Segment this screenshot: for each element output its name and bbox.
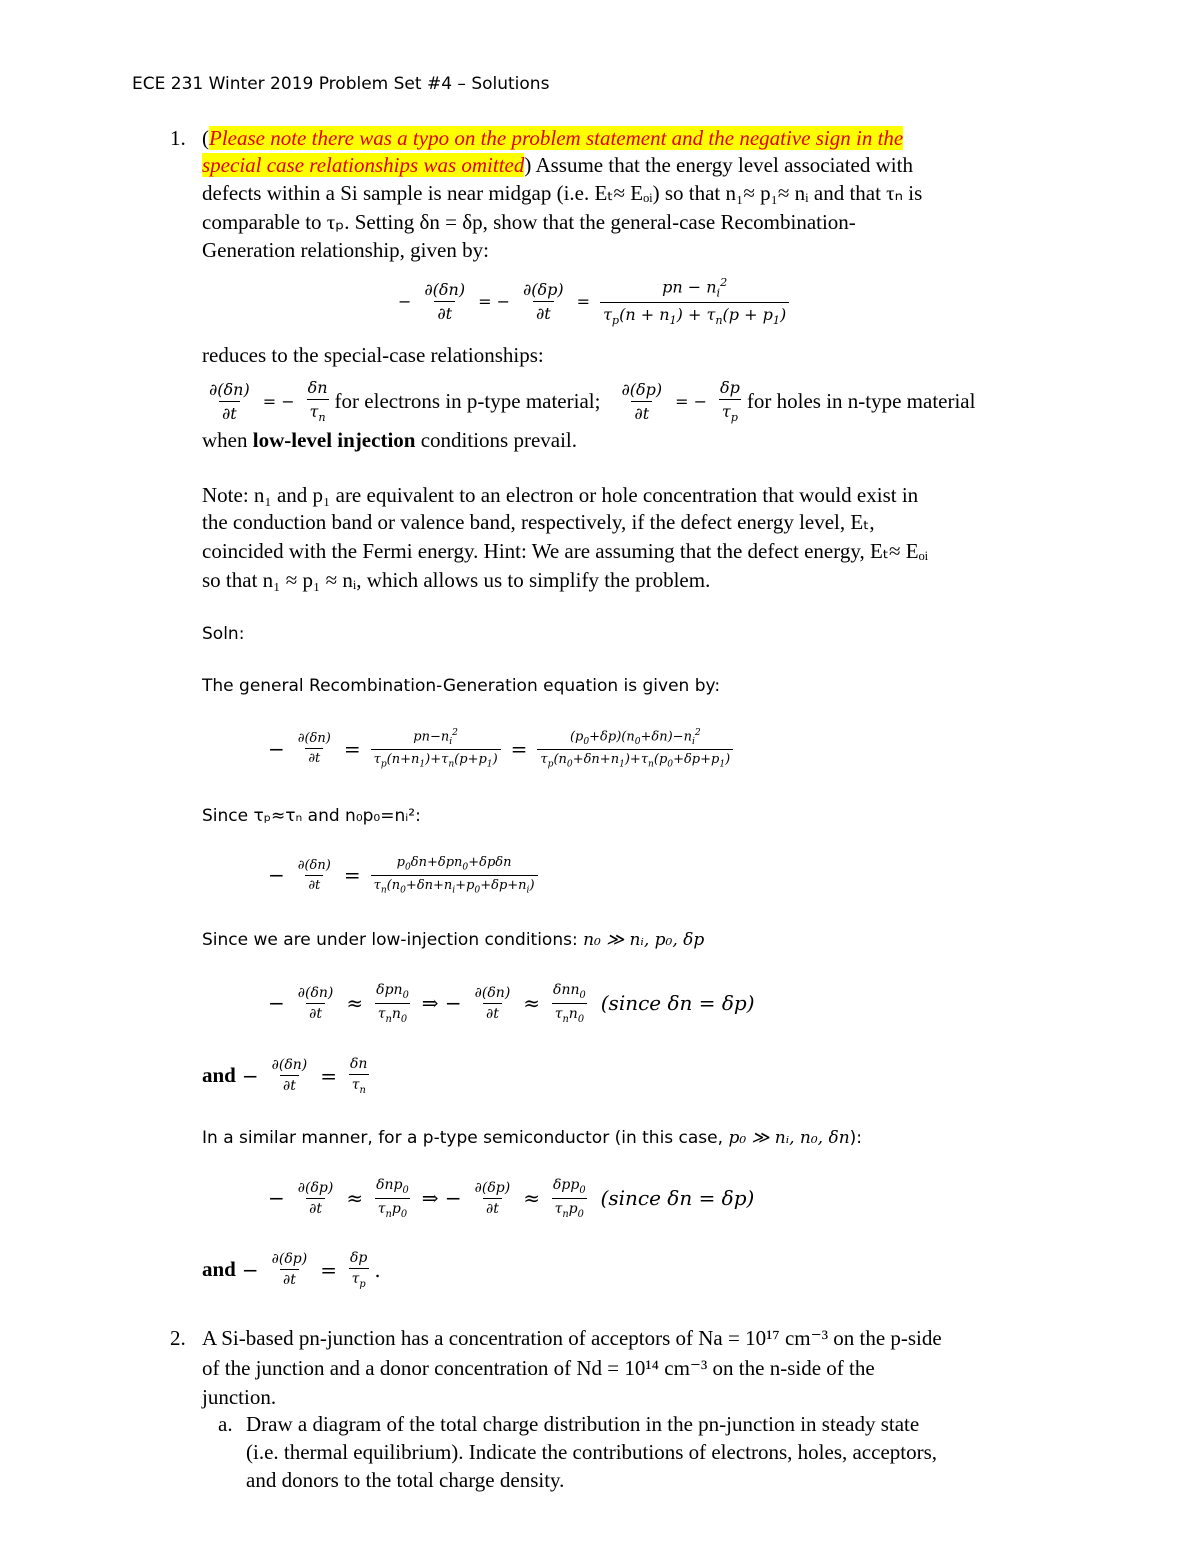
when-text: when xyxy=(202,428,253,452)
problem-2-line-3: junction. xyxy=(202,1385,277,1409)
and-label-1: and xyxy=(202,1063,236,1088)
since-eq-electrons: (since δn = δp) xyxy=(600,991,755,1016)
prevail-text: conditions prevail. xyxy=(415,428,578,452)
typo-note-2: special case relationships was omitted xyxy=(202,153,525,177)
note-line-3: coincided with the Fermi energy. Hint: We are assuming that the defect energy, Eₜ≈ Eₒᵢ xyxy=(202,539,929,563)
rg-expanded-equation: − $\frac{\partial(\delta n)}{\partial t}$ = $\frac{pn-n_i^2}{\tau_p(n+n_1)+\tau_n(p+p_1)}$ = $\frac{(p_0+\delta p)(n_0+\delta n)-n_i^2}{\tau_p(n_0+\delta n+n_1)+\tau_n(p_0+\delta p+p_1)}$ xyxy=(262,728,737,770)
part-a-label: a. xyxy=(218,1412,233,1436)
soln-label: Soln: xyxy=(202,624,245,644)
note-line-4: so that n₁ ≈ p₁ ≈ nᵢ, which allows us to simplify the problem. xyxy=(202,568,711,592)
low-level-text: low-level injection xyxy=(252,428,416,452)
for-electrons-text: for electrons in p-type material; xyxy=(334,388,601,413)
since-tau-text: Since τₚ≈τₙ and n₀p₀=nᵢ²: xyxy=(202,806,421,826)
part-a-line-2: (i.e. thermal equilibrium). Indicate the contributions of electrons, holes, acceptors, xyxy=(246,1440,938,1464)
problem-1-line-1 xyxy=(202,126,903,151)
problem-1-line-3: defects within a Si sample is near midgap (i.e. Eₜ≈ Eₒᵢ) so that n₁≈ p₁≈ nᵢ and that τₙ is xyxy=(202,181,923,205)
since-low-injection xyxy=(202,930,704,950)
hole-approx-equation: − $\frac{\partial(\delta p)}{\partial t}$ ≈ $\frac{\delta np_0}{\tau_np_0}$ ⇒ − $\frac{\partial(\delta p)}{\partial t}$ ≈ $\frac{\delta pp_0}{\tau_np_0}$ (since δn = δp) xyxy=(268,1177,755,1220)
page-header: ECE 231 Winter 2019 Problem Set #4 – Solutions xyxy=(132,74,550,94)
problem-1-number: 1. xyxy=(170,126,186,150)
and-label-2: and xyxy=(202,1257,236,1282)
problem-1-line-5: Generation relationship, given by: xyxy=(202,238,489,262)
electron-approx-equation: − $\frac{\partial(\delta n)}{\partial t}$ ≈ $\frac{\delta pn_0}{\tau_nn_0}$ ⇒ − $\frac{\partial(\delta n)}{\partial t}$ ≈ $\frac{\delta nn_0}{\tau_nn_0}$ (since δn = δp) xyxy=(268,982,755,1025)
general-eq-intro: The general Recombination-Generation equation is given by: xyxy=(202,676,721,696)
when-line xyxy=(202,428,577,453)
note-line-2: the conduction band or valence band, respectively, if the defect energy level, Eₜ, xyxy=(202,510,875,534)
simplified-equation: − $\frac{\partial(\delta n)}{\partial t}$ = $\frac{p_0\delta n+\delta pn_0+\delta p\delta n}{\tau_n(n_0+\delta n+n_i+p_0+\delta p+n_i)}$ xyxy=(262,855,542,895)
problem-2-number: 2. xyxy=(170,1326,186,1350)
part-a-line-1: Draw a diagram of the total charge distribution in the pn-junction in steady state xyxy=(246,1412,920,1436)
problem-2-line-1: A Si-based pn-junction has a concentration of acceptors of Na = 10¹⁷ cm⁻³ on the p-side xyxy=(202,1326,942,1350)
since-low-text: Since we are under low-injection conditions: xyxy=(202,930,584,950)
typo-note: Please note there was a typo on the problem statement and the negative sign in the xyxy=(209,126,904,150)
reduces-text: reduces to the special-case relationships: xyxy=(202,343,544,367)
since-eq-holes: (since δn = δp) xyxy=(600,1186,755,1211)
paren-open: ( xyxy=(202,126,209,150)
problem-2-line-2: of the junction and a donor concentration of Nd = 10¹⁴ cm⁻³ on the n-side of the xyxy=(202,1356,875,1380)
for-holes-text: for holes in n-type material xyxy=(746,388,976,413)
special-case-electrons: $\frac{\partial(\delta n)}{\partial t}$ = − $\frac{\delta n}{\tau_n}$ for electrons in p-type material; $\frac{\partial(\delta p)}{\partial t}$ = − $\frac{\delta p}{\tau_p}$ for holes in n-type material xyxy=(209,378,976,425)
similar-end: ): xyxy=(849,1128,863,1148)
electron-result: and − $\frac{\partial(\delta n)}{\partial t}$ = $\frac{\delta n}{\tau_n}$ xyxy=(202,1056,368,1096)
note-line-1: Note: n₁ and p₁ are equivalent to an electron or hole concentration that would exist in xyxy=(202,483,919,507)
problem-1-line-4: comparable to τₚ. Setting δn = δp, show that the general-case Recombination- xyxy=(202,210,856,234)
general-rg-equation: − $\frac{\partial(\delta n)}{\partial t}$ = − $\frac{\partial(\delta p)}{\partial t}$ = $\frac{pn - n_i^2}{\tau_p(n + n_1) + \tau_n(p + p_1)}$ xyxy=(392,276,793,327)
low-injection-condition: n₀ ≫ nᵢ, p₀, δp xyxy=(583,930,705,950)
hole-result: and − $\frac{\partial(\delta p)}{\partial t}$ = $\frac{\delta p}{\tau_p}$ . xyxy=(202,1250,381,1290)
part-a-line-3: and donors to the total charge density. xyxy=(246,1468,565,1492)
problem-1-line-2 xyxy=(202,153,913,178)
p-type-condition: p₀ ≫ nᵢ, n₀, δn xyxy=(728,1128,850,1148)
similar-text: In a similar manner, for a p-type semiconductor (in this case, xyxy=(202,1128,729,1148)
line1-rest: ) Assume that the energy level associated with xyxy=(524,153,913,177)
similar-manner xyxy=(202,1128,862,1148)
